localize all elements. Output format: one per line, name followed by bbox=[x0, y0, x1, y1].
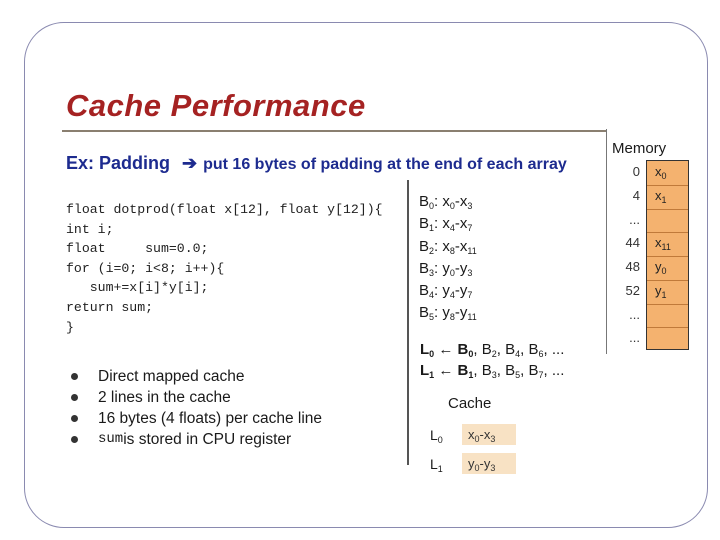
block-range: $x_4-x_7$ bbox=[442, 215, 473, 234]
memory-address: ... bbox=[629, 330, 640, 346]
memory-address: 0 bbox=[632, 164, 640, 179]
memory-address: ... bbox=[629, 211, 640, 227]
code-line: sum+=x[i]*y[i]; bbox=[66, 280, 209, 296]
list-item bbox=[66, 429, 322, 450]
list-item bbox=[66, 366, 322, 387]
subtitle bbox=[66, 153, 567, 174]
block-row: $B_4$: $y_4-y_7$ bbox=[419, 282, 473, 301]
list-item bbox=[66, 387, 322, 408]
arrow-right-icon: ➔ bbox=[182, 153, 198, 173]
cache-title: Cache bbox=[448, 395, 492, 412]
memory-value: $y_1$ bbox=[655, 282, 667, 300]
memory-value: $y_0$ bbox=[655, 259, 667, 276]
memory-cell-divider bbox=[647, 209, 688, 210]
bullet-text: Direct mapped cache bbox=[98, 368, 245, 385]
code-line: float sum=0.0; bbox=[66, 241, 209, 257]
memory-cell-divider bbox=[647, 232, 688, 233]
memory-address: 44 bbox=[625, 235, 640, 251]
bullet-icon bbox=[71, 373, 78, 380]
block-row: $B_0$: $x_0-x_3$ bbox=[419, 193, 473, 211]
code-line: return sum; bbox=[66, 299, 154, 315]
mapping-row: $L_0$ ← $B_0$, $B_2$, $B_4$, $B_6$, ... bbox=[420, 341, 565, 359]
bullet-icon bbox=[71, 415, 78, 422]
code-line: float dotprod(float x[12], float y[12]){ bbox=[66, 202, 383, 217]
memory-cell-divider bbox=[647, 327, 688, 328]
bullet-text: 2 lines in the cache bbox=[98, 389, 231, 406]
block-range: $y_4-y_7$ bbox=[442, 282, 473, 301]
memory-address: 48 bbox=[625, 259, 640, 274]
bullet-text: 16 bytes (4 floats) per cache line bbox=[98, 410, 323, 427]
memory-address: 52 bbox=[625, 282, 640, 298]
bullet-list bbox=[66, 366, 322, 450]
bullet-text: is stored in CPU register bbox=[123, 431, 292, 448]
block-range: $y_8-y_{11}$ bbox=[442, 304, 477, 323]
bullet-mono: sum bbox=[98, 431, 124, 447]
memory-cell-divider bbox=[647, 256, 688, 257]
cache-line-label: $L_0$ bbox=[430, 427, 443, 445]
memory-value: $x_0$ bbox=[655, 164, 667, 181]
code-line: for (i=0; i<8; i++){ bbox=[66, 260, 225, 276]
block-list bbox=[419, 191, 477, 325]
bullet-icon bbox=[71, 394, 78, 401]
block-range: $y_0-y_3$ bbox=[442, 259, 473, 278]
memory-address: 4 bbox=[632, 187, 640, 203]
block-row: $B_2$: $x_8-x_{11}$ bbox=[419, 237, 477, 256]
block-row: $B_5$: $y_8-y_{11}$ bbox=[419, 304, 477, 323]
list-item bbox=[66, 408, 322, 429]
code-line: } bbox=[66, 319, 74, 335]
memory-cell-divider bbox=[647, 185, 688, 186]
memory-value: $x_1$ bbox=[655, 187, 667, 205]
memory-cell-divider bbox=[647, 304, 688, 305]
block-row: $B_3$: $y_0-y_3$ bbox=[419, 259, 473, 278]
cache-line-content: $x_0-x_3$ bbox=[462, 424, 516, 445]
cache-line-label: $L_1$ bbox=[430, 456, 443, 474]
code-line: int i; bbox=[66, 221, 114, 237]
block-range: $x_0-x_3$ bbox=[442, 193, 473, 211]
slide-title: Cache Performance bbox=[66, 88, 366, 123]
line-mapping bbox=[420, 339, 564, 381]
memory-cell-divider bbox=[647, 280, 688, 281]
memory-address: ... bbox=[629, 306, 640, 322]
mapping-row: $L_1$ ← $B_1$, $B_3$, $B_5$, $B_7$, ... bbox=[420, 362, 565, 380]
bullet-icon bbox=[71, 436, 78, 443]
subtitle-label: Ex: Padding bbox=[66, 153, 171, 173]
column-divider bbox=[407, 180, 409, 465]
title-underline bbox=[62, 130, 607, 132]
block-row: $B_1$: $x_4-x_7$ bbox=[419, 215, 473, 234]
memory-value: $x_{11}$ bbox=[655, 235, 671, 253]
memory-title: Memory bbox=[612, 140, 667, 157]
block-range: $x_8-x_{11}$ bbox=[442, 237, 477, 256]
code-block bbox=[66, 200, 383, 337]
cache-line-content: $y_0-y_3$ bbox=[462, 453, 516, 474]
subtitle-text: put 16 bytes of padding at the end of each array bbox=[203, 156, 567, 173]
memory-column bbox=[646, 160, 689, 350]
